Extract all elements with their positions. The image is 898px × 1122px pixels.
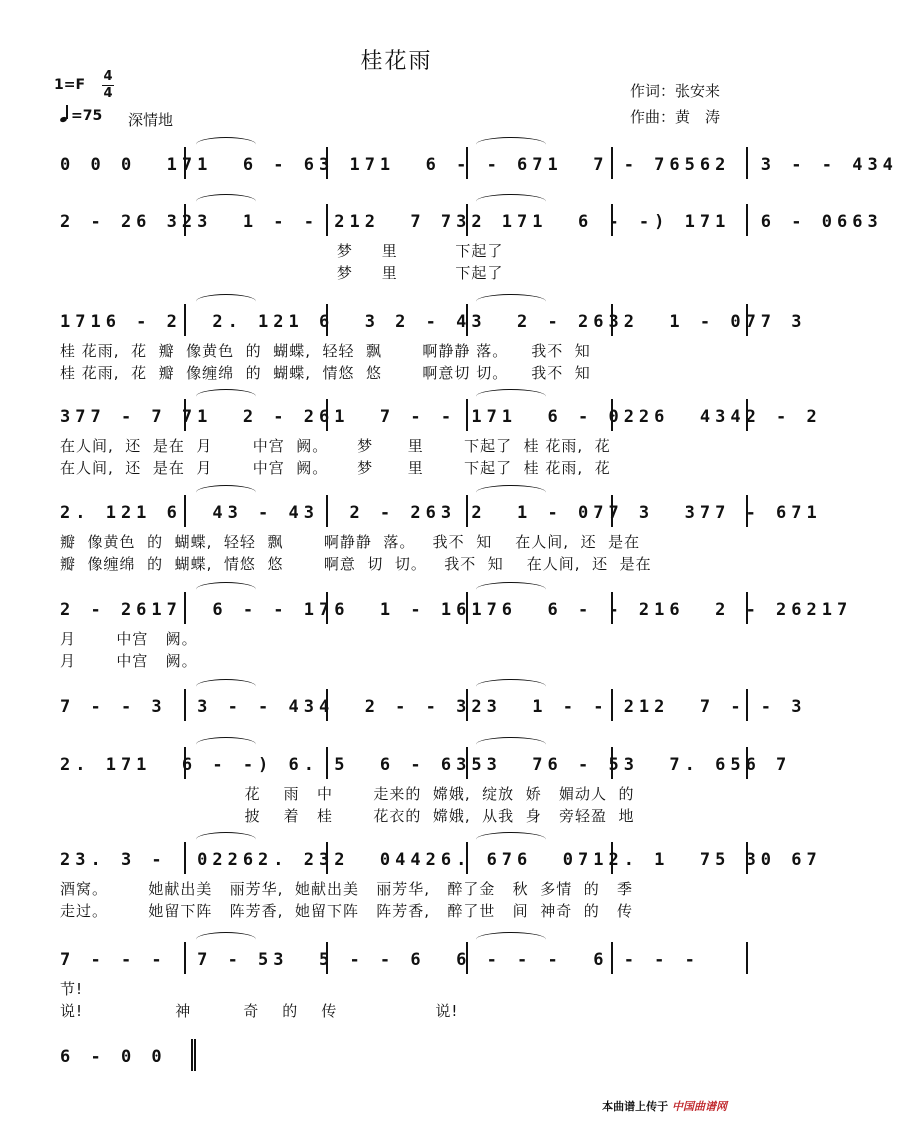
lyric-line: 瓣 像缠绵 的 蝴蝶, 情悠 悠 啊意 切 切。 我不 知 在人间, 还 是在 xyxy=(60,555,652,573)
footer-text: 本曲谱上传于 xyxy=(602,1100,669,1113)
lyric-line: 梦 里 下起了 xyxy=(60,242,504,260)
composer-credit: 作曲：黄 涛 xyxy=(630,108,721,126)
notation-line: 1716 - 2 2. 121 6 3 2 - 43 2 - 2632 1 - 077 3 xyxy=(60,312,807,332)
slur-mark xyxy=(476,932,546,947)
tempo-marking xyxy=(60,108,102,124)
slur-mark xyxy=(476,679,546,694)
slur-mark xyxy=(196,932,256,947)
score-row xyxy=(56,755,792,825)
lyric-line: 在人间, 还 是在 月 中宫 阙。 梦 里 下起了 桂 花雨, 花 xyxy=(60,459,611,477)
time-signature-top: 4 xyxy=(103,69,113,84)
slur-mark xyxy=(476,832,546,847)
score-row xyxy=(56,697,807,733)
slur-mark xyxy=(196,137,256,152)
score-row xyxy=(56,312,807,382)
lyric-line: 桂 花雨, 花 瓣 像缠绵 的 蝴蝶, 情悠 悠 啊意切 切。 我不 知 xyxy=(60,364,591,382)
key-signature: 1=F xyxy=(54,77,86,93)
lyric-line: 花 雨 中 走来的 嫦娥, 绽放 娇 媚动人 的 xyxy=(60,785,635,803)
lyric-line: 披 着 桂 花衣的 嫦娥, 从我 身 旁轻盈 地 xyxy=(60,807,635,825)
slur-mark xyxy=(196,294,256,309)
lyric-line: 说! 神 奇 的 传 说! xyxy=(60,1002,459,1020)
slur-mark xyxy=(476,485,546,500)
barline xyxy=(746,942,748,974)
slur-mark xyxy=(196,389,256,404)
slur-mark xyxy=(196,737,256,752)
slur-mark xyxy=(196,485,256,500)
notation-line: 2. 171 6 - -) 6. 5 6 - 6353 76 - 53 7. 656 7 xyxy=(60,755,792,775)
slur-mark xyxy=(196,679,256,694)
upload-footer xyxy=(602,1098,727,1114)
lyric-line: 瓣 像黄色 的 蝴蝶, 轻轻 飘 啊静静 落。 我不 知 在人间, 还 是在 xyxy=(60,533,641,551)
lyric-line: 走过。 她留下阵 阵芳香, 她留下阵 阵芳香, 醉了世 间 神奇 的 传 xyxy=(60,902,634,920)
score-row xyxy=(56,1047,756,1083)
quarter-note-icon xyxy=(60,108,70,122)
slur-mark xyxy=(476,389,546,404)
barline xyxy=(194,1039,196,1071)
slur-mark xyxy=(476,582,546,597)
score-row xyxy=(56,850,822,920)
slur-mark xyxy=(196,194,256,209)
slur-mark xyxy=(476,137,546,152)
tempo-value: =75 xyxy=(71,108,103,124)
lyric-line: 桂 花雨, 花 瓣 像黄色 的 蝴蝶, 轻轻 飘 啊静静 落。 我不 知 xyxy=(60,342,591,360)
score-row xyxy=(56,212,883,282)
lyric-line: 月 中宫 阙。 xyxy=(60,630,198,648)
slur-mark xyxy=(196,832,256,847)
score-row xyxy=(56,407,822,477)
site-logo: 中国曲谱网 xyxy=(672,1100,727,1113)
notation-line: 0 0 0 171 6 - 63 171 6 - - 671 7 - 76562 3 - - 434 xyxy=(60,155,898,175)
lyric-line: 节! xyxy=(60,980,84,998)
time-signature-bottom: 4 xyxy=(103,86,113,101)
lyric-line: 在人间, 还 是在 月 中宫 阙。 梦 里 下起了 桂 花雨, 花 xyxy=(60,437,611,455)
lyric-line: 月 中宫 阙。 xyxy=(60,652,198,670)
lyric-line: 酒窝。 她献出美 丽芳华, 她献出美 丽芳华, 醉了金 秋 多情 的 季 xyxy=(60,880,634,898)
time-signature xyxy=(102,70,114,101)
notation-line: 2 - 2617 6 - - 176 1 - 16176 6 - - 216 2 - 26217 xyxy=(60,600,853,620)
score-row xyxy=(56,503,822,573)
notation-line: 7 - - 3 3 - - 434 2 - - 323 1 - - 212 7 - - 3 xyxy=(60,697,807,717)
score-row xyxy=(56,950,756,1020)
slur-mark xyxy=(476,294,546,309)
score-row xyxy=(56,155,898,191)
notation-line: 2. 121 6 43 - 43 2 - 263 2 1 - 077 3 377 - 671 xyxy=(60,503,822,523)
notation-line: 7 - - - 7 - 53 5 - - 6 6 - - - 6 - - - xyxy=(60,950,700,970)
slur-mark xyxy=(196,582,256,597)
song-title: 桂花雨 xyxy=(360,49,433,74)
lyric-line: 梦 里 下起了 xyxy=(60,264,504,282)
barline xyxy=(191,1039,193,1071)
notation-line: 23. 3 - 02262. 232 04426. 676 0712. 1 75 30 67 xyxy=(60,850,822,870)
notation-line: 2 - 26 323 1 - - 212 7 732 171 6 - -) 171 6 - 0663 xyxy=(60,212,883,232)
notation-line: 377 - 7 71 2 - 261 7 - - 171 6 - 0226 4342 - 2 xyxy=(60,407,822,427)
notation-line: 6 - 0 0 xyxy=(60,1047,167,1067)
expression-marking: 深情地 xyxy=(128,111,174,129)
slur-mark xyxy=(476,737,546,752)
score-row xyxy=(56,600,853,670)
slur-mark xyxy=(476,194,546,209)
lyricist-credit: 作词：张安来 xyxy=(630,82,721,100)
